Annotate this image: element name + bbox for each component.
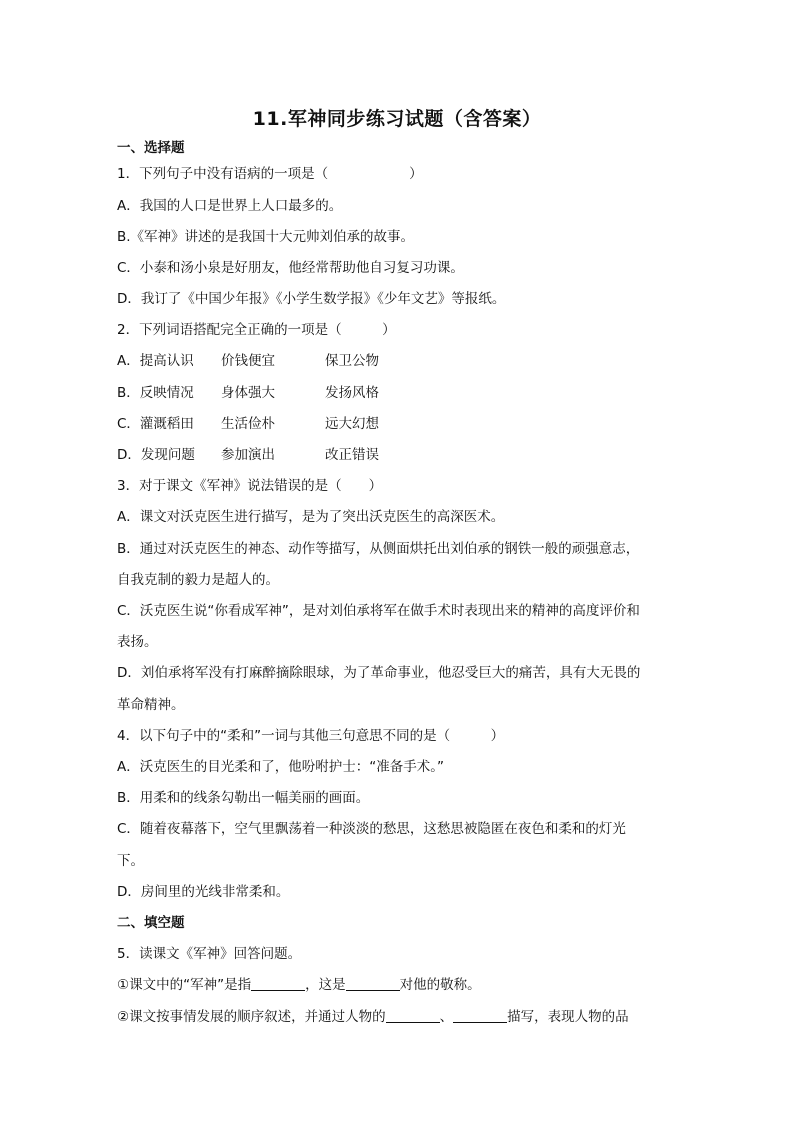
question-2-option-b	[117, 384, 379, 402]
question-3-option-d-cont: 革命精神。	[117, 697, 185, 713]
question-1-stem: 1．下列句子中没有语病的一项是（ ）	[117, 166, 423, 182]
option-term: C．灌溉稻田	[117, 416, 194, 432]
question-3-stem: 3．对于课文《军神》说法错误的是（ ）	[117, 478, 383, 494]
text: ②课文按事情发展的顺序叙述，并通过人物的	[117, 1009, 386, 1025]
text: 对他的敬称。	[399, 977, 481, 993]
question-4-option-d: D．房间里的光线非常柔和。	[117, 884, 290, 900]
question-2-option-a	[117, 352, 379, 370]
question-4-option-c-cont: 下。	[117, 853, 144, 869]
question-4-option-c: C．随着夜幕落下，空气里飘荡着一种淡淡的愁思，这愁思被隐匿在夜色和柔和的灯光	[117, 821, 626, 837]
question-4-option-a: A．沃克医生的目光柔和了，他吩咐护士：“准备手术。”	[117, 759, 444, 775]
question-3-option-d: D．刘伯承将军没有打麻醉摘除眼球，为了革命事业，他忍受巨大的痛苦，具有大无畏的	[117, 665, 641, 681]
option-term: 身体强大	[221, 385, 275, 401]
question-5-part-1	[117, 976, 481, 994]
text: 、	[439, 1009, 454, 1025]
option-term: 改正错误	[325, 447, 379, 463]
question-3-option-c-cont: 表扬。	[117, 634, 158, 650]
question-3-option-b: B．通过对沃克医生的神态、动作等描写，从侧面烘托出刘伯承的钢铁一般的顽强意志，	[117, 541, 640, 557]
text: ①课文中的“军神”是指	[117, 977, 252, 993]
question-1-option-c: C．小泰和汤小泉是好朋友，他经常帮助他自习复习功课。	[117, 260, 464, 276]
section-heading-fill: 二、填空题	[117, 915, 185, 931]
option-term: 远大幻想	[325, 416, 379, 432]
question-2-stem: 2．下列词语搭配完全正确的一项是（ ）	[117, 322, 396, 338]
option-term: 发扬风格	[325, 385, 379, 401]
question-2-option-d	[117, 446, 379, 464]
page-title: 11.军神同步练习试题（含答案）	[252, 108, 542, 130]
question-5-stem: 5．读课文《军神》回答问题。	[117, 946, 302, 962]
answer-blank[interactable]	[386, 1008, 440, 1023]
option-term: 生活俭朴	[221, 416, 275, 432]
answer-blank[interactable]	[251, 976, 305, 991]
question-1-option-d: D．我订了《中国少年报》《小学生数学报》《少年文艺》等报纸。	[117, 291, 506, 307]
text: ，这是	[305, 977, 346, 993]
question-2-option-c	[117, 415, 379, 433]
question-4-stem: 4．以下句子中的“柔和”一词与其他三句意思不同的是（ ）	[117, 728, 505, 744]
question-4-option-b: B．用柔和的线条勾勒出一幅美丽的画面。	[117, 790, 370, 806]
option-term: 保卫公物	[325, 353, 379, 369]
option-term: D．发现问题	[117, 447, 195, 463]
section-heading-choice: 一、选择题	[117, 140, 185, 156]
question-1-option-b: B.《军神》讲述的是我国十大元帅刘伯承的故事。	[117, 229, 415, 245]
text: 描写，表现人物的品	[507, 1009, 629, 1025]
question-3-option-c: C．沃克医生说“你看成军神”，是对刘伯承将军在做手术时表现出来的精神的高度评价和	[117, 603, 640, 619]
answer-blank[interactable]	[346, 976, 400, 991]
option-term: A．提高认识	[117, 353, 194, 369]
question-5-part-2	[117, 1008, 629, 1026]
answer-blank[interactable]	[453, 1008, 507, 1023]
question-3-option-a: A．课文对沃克医生进行描写，是为了突出沃克医生的高深医术。	[117, 509, 505, 525]
question-1-option-a: A．我国的人口是世界上人口最多的。	[117, 198, 343, 214]
option-term: 参加演出	[221, 447, 275, 463]
question-3-option-b-cont: 自我克制的毅力是超人的。	[117, 572, 279, 588]
option-term: B．反映情况	[117, 385, 194, 401]
option-term: 价钱便宜	[221, 353, 275, 369]
